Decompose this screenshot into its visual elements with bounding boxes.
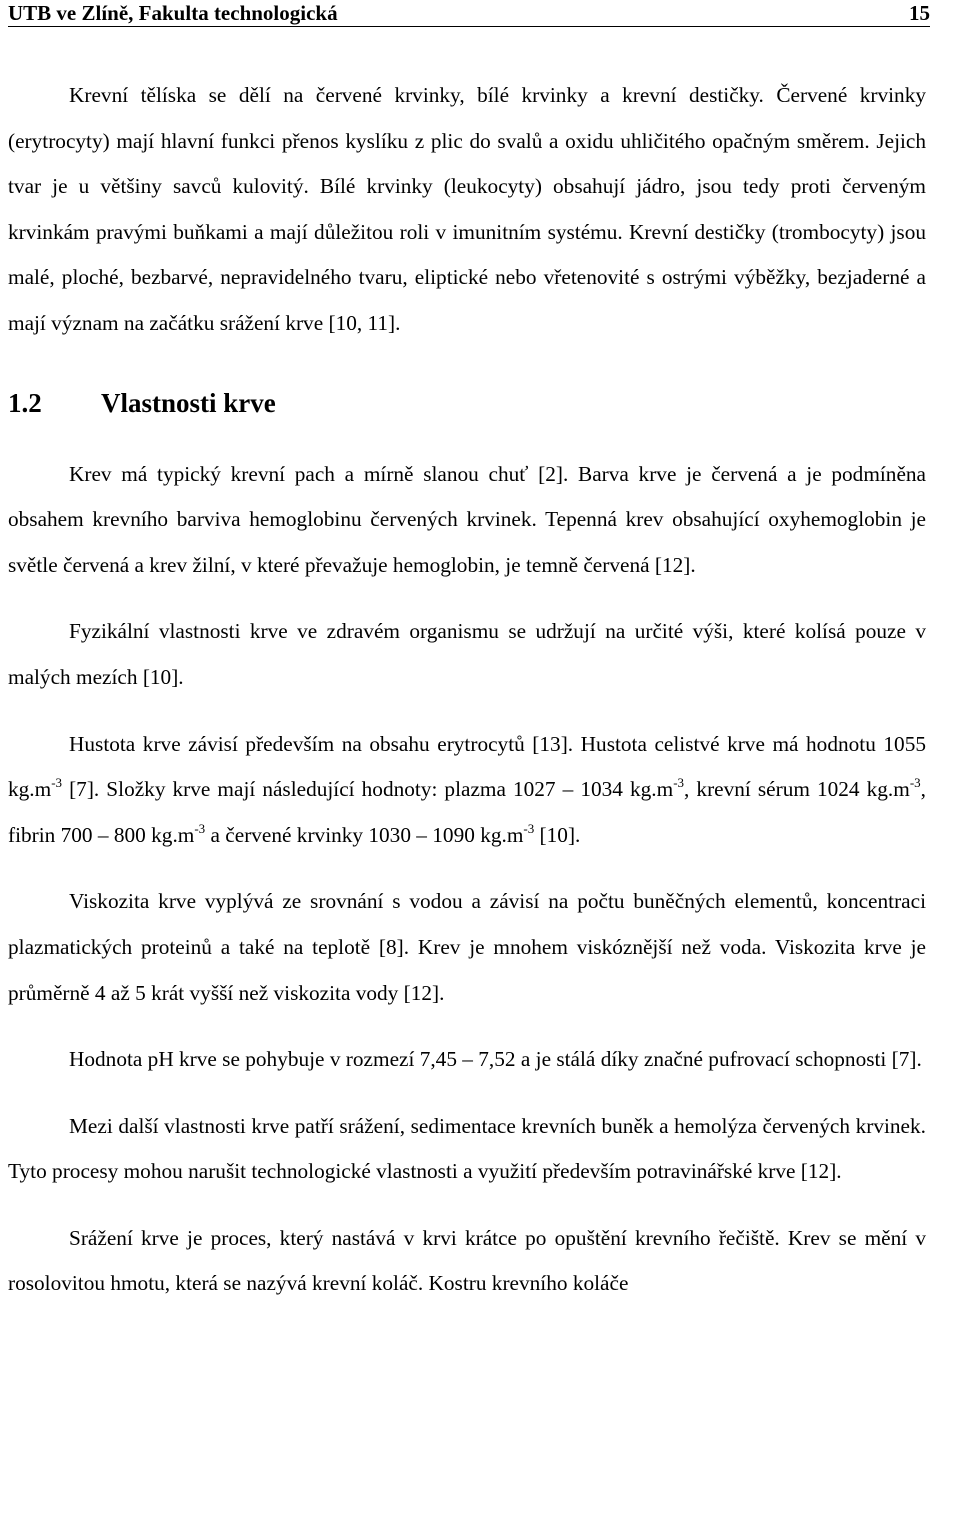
exponent: -3 — [194, 820, 206, 836]
density-text-2: [7]. Složky krve mají následující hodnoty: plazma 1027 – 1034 kg.m — [62, 777, 674, 802]
paragraph-other-properties: Mezi další vlastnosti krve patří srážení, sedimentace krevních buněk a hemolýza červených krvinek. Tyto procesy mohou narušit technologické vlastnosti a využití především potravinářské krve [12]. — [8, 1113, 926, 1184]
exponent: -3 — [673, 775, 685, 791]
density-text-5: a červené krvinky 1030 – 1090 kg.m — [205, 822, 524, 847]
paragraph-ph: Hodnota pH krve se pohybuje v rozmezí 7,45 – 7,52 a je stálá díky značné pufrovací schopnosti [7]. — [69, 1047, 922, 1072]
section-number: 1.2 — [8, 387, 42, 418]
density-text-1: Hustota krve závisí především na obsahu erytrocytů [13]. Hustota celistvé krve má hodnotu 1055 kg.m — [8, 731, 926, 802]
density-text-3: , krevní sérum 1024 kg.m — [684, 777, 910, 802]
document-body — [8, 73, 926, 1328]
paragraph-clotting: Srážení krve je proces, který nastává v krvi krátce po opuštění krevního řečiště. Krev se mění v rosolovitou hmotu, která se nazývá krevní koláč. Kostru krevního koláče — [8, 1225, 926, 1296]
paragraph-blood-cells: Krevní tělíska se dělí na červené krvinky, bílé krvinky a krevní destičky. Červené krvinky (erytrocyty) mají hlavní funkci přenos kyslíku z plic do svalů a oxidu uhličitého opačným směrem. Jejich tvar je u většiny savců kulovitý. Bílé krvinky (leukocyty) obsahují jádro, jsou tedy proti červeným krvinkám pravými buňkami a mají důležitou roli v imunitním systému. Krevní destičky (trombocyty) jsou malé, ploché, bezbarvé, nepravidelného tvaru, eliptické nebo vřetenovité s ostrými výběžky, bezjaderné a mají význam na začátku srážení krve [10, 11]. — [8, 83, 926, 335]
paragraph-color: Krev má typický krevní pach a mírně slanou chuť [2]. Barva krve je červená a je podmíněna obsahem krevního barviva hemoglobinu červených krvinek. Tepenná krev obsahující oxyhemoglobin je světle červená a krev žilní, v které převažuje hemoglobin, je temně červená [12]. — [8, 461, 926, 577]
density-text-6: [10]. — [534, 822, 581, 847]
exponent: -3 — [909, 775, 921, 791]
density-text-4: , fibrin 700 – 800 kg.m — [8, 777, 926, 847]
exponent: -3 — [523, 820, 535, 836]
header-title: UTB ve Zlíně, Fakulta technologická — [8, 1, 338, 25]
paragraph-physical-properties: Fyzikální vlastnosti krve ve zdravém organismu se udržují na určité výši, které kolísá pouze v malých mezích [10]. — [8, 619, 926, 689]
page-header — [8, 0, 930, 27]
page-number: 15 — [909, 1, 930, 25]
paragraph-viscosity: Viskozita krve vyplývá ze srovnání s vodou a závisí na počtu buněčných elementů, koncentraci plazmatických proteinů a také na teplotě [8]. Krev je mnohem viskóznější než voda. Viskozita krve je průměrně 4 až 5 krát vyšší než viskozita vody [12]. — [8, 889, 926, 1005]
paragraph-density — [8, 722, 926, 859]
section-title: Vlastnosti krve — [101, 387, 276, 418]
exponent: -3 — [51, 775, 63, 791]
section-heading — [8, 368, 926, 438]
